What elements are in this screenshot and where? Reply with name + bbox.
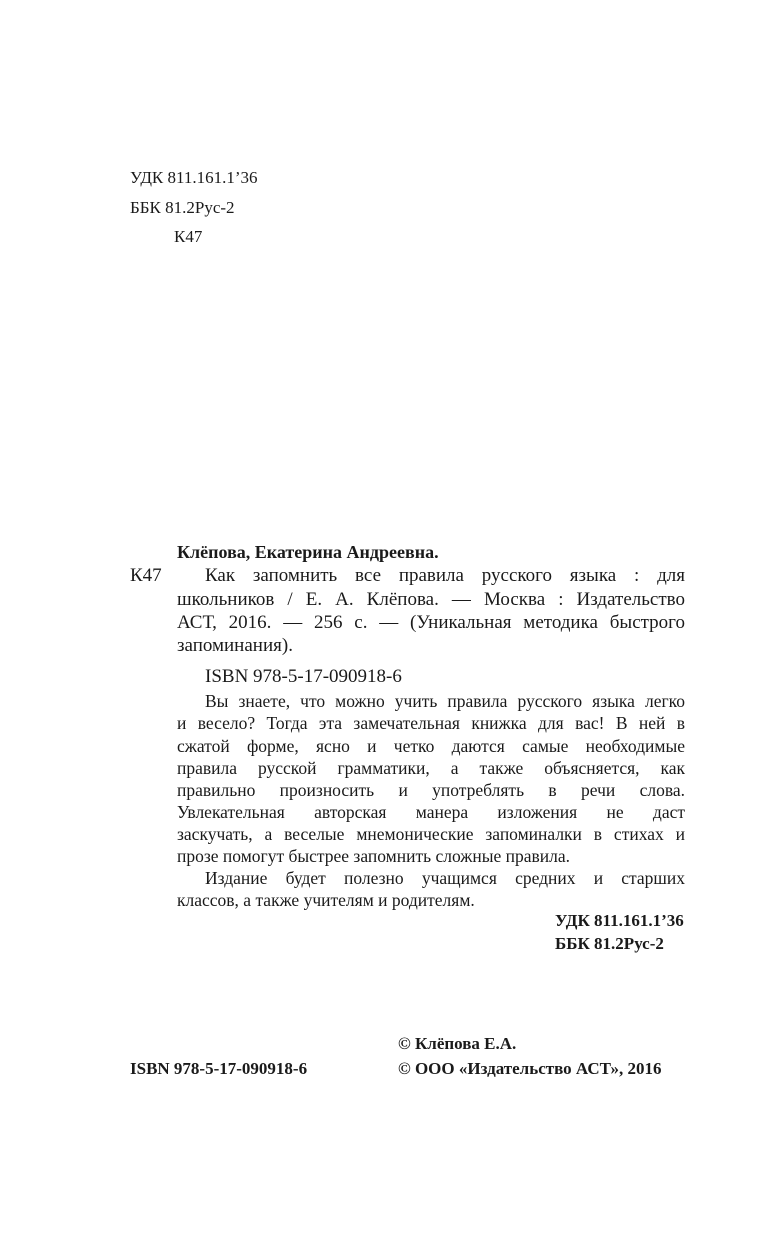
annotation-line: Увлекательная авторская манера изложения не даст [177,802,685,822]
isbn-record: ISBN 978-5-17-090918-6 [205,666,402,687]
right-bbk-code: ББК 81.2Рус-2 [555,934,664,953]
author-mark: К47 [174,227,203,246]
udk-code: УДК 811.161.1’36 [130,168,258,187]
annotation-line: заскучать, а веселые мнемонические запоминалки в стихах и [177,824,685,844]
title-line-2: школьников / Е. А. Клёпова. — Москва : Издательство [177,589,685,610]
right-udk-code: УДК 811.161.1’36 [555,911,684,930]
annotation-line: и весело? Тогда эта замечательная книжка для вас! В ней в [177,713,685,733]
copyright-author: © Клёпова Е.А. [398,1034,517,1053]
title-line-4: запоминания). [177,635,293,656]
title-line-3: АСТ, 2016. — 256 с. — (Уникальная методика быстрого [177,612,685,633]
annotation-line: правила русской грамматики, а также объясняется, как [177,758,685,778]
annotation-line: классов, а также учителям и родителям. [177,890,475,910]
record-author-mark: К47 [130,565,162,586]
author-heading: Клёпова, Екатерина Андреевна. [177,542,439,562]
title-line-1: Как запомнить все правила русского языка : для [205,565,685,586]
annotation-line: Вы знаете, что можно учить правила русского языка легко [205,691,685,711]
annotation-line: Издание будет полезно учащимся средних и старших [205,868,685,888]
bbk-code: ББК 81.2Рус-2 [130,198,235,217]
footer-isbn: ISBN 978-5-17-090918-6 [130,1059,308,1078]
annotation-line: прозе помогут быстрее запомнить сложные правила. [177,846,571,866]
annotation-line: правильно произносить и употреблять в речи слова. [177,780,685,800]
copyright-publisher: © ООО «Издательство АСТ», 2016 [398,1059,662,1078]
annotation-line: сжатой форме, ясно и четко даются самые необходимые [177,736,685,756]
